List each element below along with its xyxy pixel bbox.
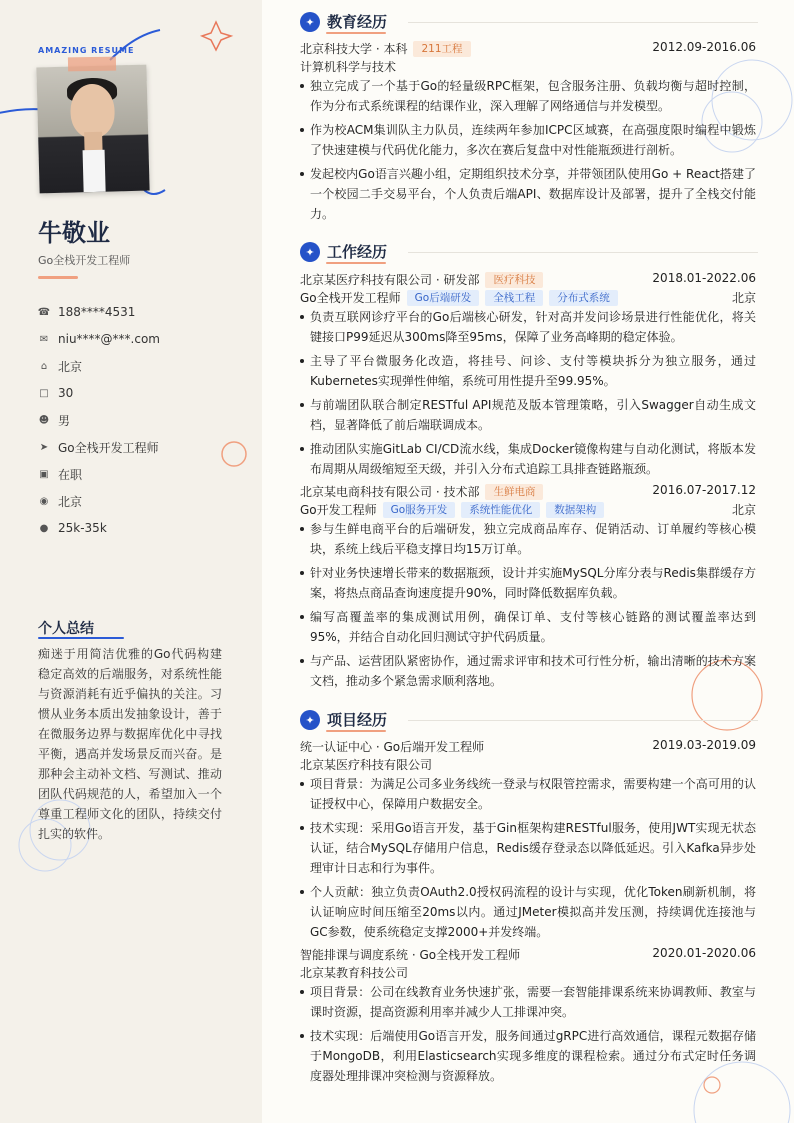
info-text: 25k-35k	[58, 521, 107, 535]
main-content	[262, 0, 794, 1123]
education-header	[300, 40, 756, 58]
info-text: 188****4531	[58, 305, 136, 319]
home-icon: ⌂	[40, 360, 48, 372]
project-bullets	[300, 982, 756, 1090]
job-position-row	[300, 501, 756, 519]
section-projects	[300, 708, 756, 732]
info-target-role	[38, 437, 248, 457]
tagline: AMAZING RESUME	[38, 46, 135, 55]
industry-tag: 医疗科技	[485, 272, 543, 288]
section-divider	[408, 22, 758, 23]
title-underline	[38, 276, 78, 279]
info-age	[38, 383, 248, 403]
project-header	[300, 946, 756, 964]
position: Go开发工程师	[300, 503, 377, 517]
list-item: 推动团队实施GitLab CI/CD流水线，集成Docker镜像构建与自动化测试，将版本发布周期从周级缩短至天级，并引入分布式追踪工具排查链路瓶颈。	[300, 439, 756, 479]
list-item: 主导了平台微服务化改造，将挂号、问诊、支付等模块拆分为独立服务，通过Kubernetes实现弹性伸缩，系统可用性提升至99.95%。	[300, 351, 756, 391]
list-item: 编写高覆盖率的集成测试用例，确保订单、支付等核心链路的测试覆盖率达到95%，并结合自动化回归测试守护代码质量。	[300, 607, 756, 647]
company-name: 北京某医疗科技有限公司 · 研发部	[300, 273, 480, 287]
job-dates: 2016.07-2017.12	[652, 483, 756, 497]
info-location	[38, 491, 248, 511]
project-bullets	[300, 774, 756, 946]
list-item: 针对业务快速增长带来的数据瓶颈，设计并实施MySQL分库分表与Redis集群缓存方案，将热点商品查询速度提升90%，同时降低数据库负载。	[300, 563, 756, 603]
job-position-row	[300, 289, 756, 307]
section-underline	[326, 262, 386, 264]
list-item: 独立完成了一个基于Go的轻量级RPC框架，包含服务注册、负载均衡与超时控制，作为分布式系统课程的结课作业，深入理解了网络通信与并发模型。	[300, 76, 756, 116]
section-education	[300, 10, 756, 34]
project-name: 智能排课与调度系统 · Go全栈开发工程师	[300, 948, 521, 962]
industry-tag: 生鲜电商	[485, 484, 543, 500]
send-icon: ➤	[39, 441, 49, 453]
project-dates: 2020.01-2020.06	[652, 946, 756, 960]
school-tag: 211工程	[413, 41, 470, 57]
summary-heading: 个人总结	[38, 621, 94, 637]
list-item: 技术实现：后端使用Go语言开发，服务间通过gRPC进行高效通信，课程元数据存储于MongoDB，利用Elasticsearch实现多维度的课程检索。通过分布式定时任务调度器处理排课冲突检测与资源释放。	[300, 1026, 756, 1086]
list-item: 负责互联网诊疗平台的Go后端核心研发，针对高并发问诊场景进行性能优化，将关键接口P99延迟从300ms降至95ms，保障了业务高峰期的稳定体验。	[300, 307, 756, 347]
section-title: 工作经历	[327, 243, 388, 261]
skill-tag: 系统性能优化	[461, 502, 540, 518]
candidate-name: 牛敬业	[38, 219, 110, 247]
info-text: 北京	[58, 359, 83, 374]
section-title: 教育经历	[327, 13, 388, 31]
mail-icon: ✉	[39, 333, 49, 345]
skill-tag: Go后端研发	[407, 290, 480, 306]
section-underline	[326, 730, 386, 732]
skill-tag: 分布式系统	[549, 290, 618, 306]
info-phone	[38, 302, 248, 322]
section-title: 项目经历	[327, 711, 388, 729]
location-icon: ◉	[39, 495, 49, 507]
position: Go全栈开发工程师	[300, 291, 401, 305]
skill-tag: 全栈工程	[485, 290, 543, 306]
avatar-shirt	[83, 150, 106, 193]
photo-tape	[68, 57, 116, 72]
sidebar	[0, 0, 262, 1123]
summary-text: 痴迷于用简洁优雅的Go代码构建稳定高效的后端服务，对系统性能与资源消耗有近乎偏执的关注。习惯从业务本质出发抽象设计，善于在微服务边界与数据库优化中寻找平衡，遇高并发场景反而兴奋。是那种会主动补文档、写测试、推动团队代码规范的人，希望加入一个尊重工程师文化的团队，持续交付扎实的软件。	[38, 647, 222, 841]
salary-icon: ●	[39, 522, 49, 534]
list-item: 个人贡献：独立负责OAuth2.0授权码流程的设计与实现，优化Token刷新机制，将认证响应时间压缩至20ms以内。通过JMeter模拟高并发压测，持续调优连接池与GC参数，使系统稳定支撑2000+并发终端。	[300, 882, 756, 942]
list-item: 发起校内Go语言兴趣小组，定期组织技术分享，并带领团队使用Go + React搭建了一个校园二手交易平台，个人负责后端API、数据库设计及部署，提升了全栈交付能力。	[300, 164, 756, 224]
avatar	[36, 65, 149, 194]
education-dates: 2012.09-2016.06	[652, 40, 756, 54]
info-email	[38, 329, 248, 349]
info-text: 30	[58, 386, 74, 400]
section-divider	[408, 720, 758, 721]
info-text: 在职	[58, 467, 83, 482]
gender-icon: ☻	[38, 414, 50, 426]
education-major	[300, 58, 756, 76]
org-text: 北京某教育科技公司	[300, 966, 409, 980]
project-org	[300, 756, 756, 774]
school-name: 北京科技大学 · 本科	[300, 42, 408, 56]
job-bullets	[300, 307, 756, 483]
job-dates: 2018.01-2022.06	[652, 271, 756, 285]
info-salary	[38, 518, 248, 538]
summary-underline	[38, 637, 124, 639]
major-text: 计算机科学与技术	[300, 60, 397, 74]
list-item: 参与生鲜电商平台的后端研发，独立完成商品库存、促销活动、订单履约等核心模块，系统上线后平稳支撑日均15万订单。	[300, 519, 756, 559]
info-text: 北京	[58, 494, 83, 509]
skill-tag: Go服务开发	[383, 502, 456, 518]
section-divider	[408, 252, 758, 253]
project-dates: 2019.03-2019.09	[652, 738, 756, 752]
skill-tag: 数据架构	[546, 502, 604, 518]
project-name: 统一认证中心 · Go后端开发工程师	[300, 740, 485, 754]
section-underline	[326, 32, 386, 34]
info-text: Go全栈开发工程师	[58, 440, 159, 455]
section-work	[300, 240, 756, 264]
education-bullets	[300, 76, 756, 228]
info-city	[38, 356, 248, 376]
project-org	[300, 964, 756, 982]
list-item: 项目背景：为满足公司多业务线统一登录与权限管控需求，需要构建一个高可用的认证授权中心，保障用户数据安全。	[300, 774, 756, 814]
briefcase-icon: ▣	[39, 468, 49, 480]
job-bullets	[300, 519, 756, 695]
job-header	[300, 271, 756, 289]
section-icon: ✦	[300, 12, 320, 32]
avatar-face	[70, 83, 115, 138]
list-item: 项目背景：公司在线教育业务快速扩张，需要一套智能排课系统来协调教师、教室与课时资源，提高资源利用率并减少人工排课冲突。	[300, 982, 756, 1022]
phone-icon: ☎	[37, 306, 51, 318]
list-item: 与前端团队联合制定RESTful API规范及版本管理策略，引入Swagger自动生成文档，显著降低了前后端联调成本。	[300, 395, 756, 435]
job-title: Go全栈开发工程师	[38, 254, 131, 267]
company-name: 北京某电商科技有限公司 · 技术部	[300, 485, 480, 499]
job-city: 北京	[731, 291, 756, 305]
list-item: 作为校ACM集训队主力队员，连续两年参加ICPC区域赛，在高强度限时编程中锻炼了快速建模与代码优化能力，多次在赛后复盘中对性能瓶颈进行剖析。	[300, 120, 756, 160]
list-item: 技术实现：采用Go语言开发，基于Gin框架构建RESTful服务，使用JWT实现无状态认证，结合MySQL存储用户信息，Redis缓存登录态以降低延迟。引入Kafka异步处理审计日志和行为事件。	[300, 818, 756, 878]
project-header	[300, 738, 756, 756]
job-city: 北京	[731, 503, 756, 517]
info-gender	[38, 410, 248, 430]
section-icon: ✦	[300, 242, 320, 262]
info-status	[38, 464, 248, 484]
org-text: 北京某医疗科技有限公司	[300, 758, 433, 772]
info-text: niu****@***.com	[58, 332, 160, 346]
section-icon: ✦	[300, 710, 320, 730]
list-item: 与产品、运营团队紧密协作，通过需求评审和技术可行性分析，输出清晰的技术方案文档，推动多个紧急需求顺利落地。	[300, 651, 756, 691]
job-header	[300, 483, 756, 501]
info-text: 男	[58, 413, 71, 428]
cake-icon: □	[39, 387, 49, 399]
